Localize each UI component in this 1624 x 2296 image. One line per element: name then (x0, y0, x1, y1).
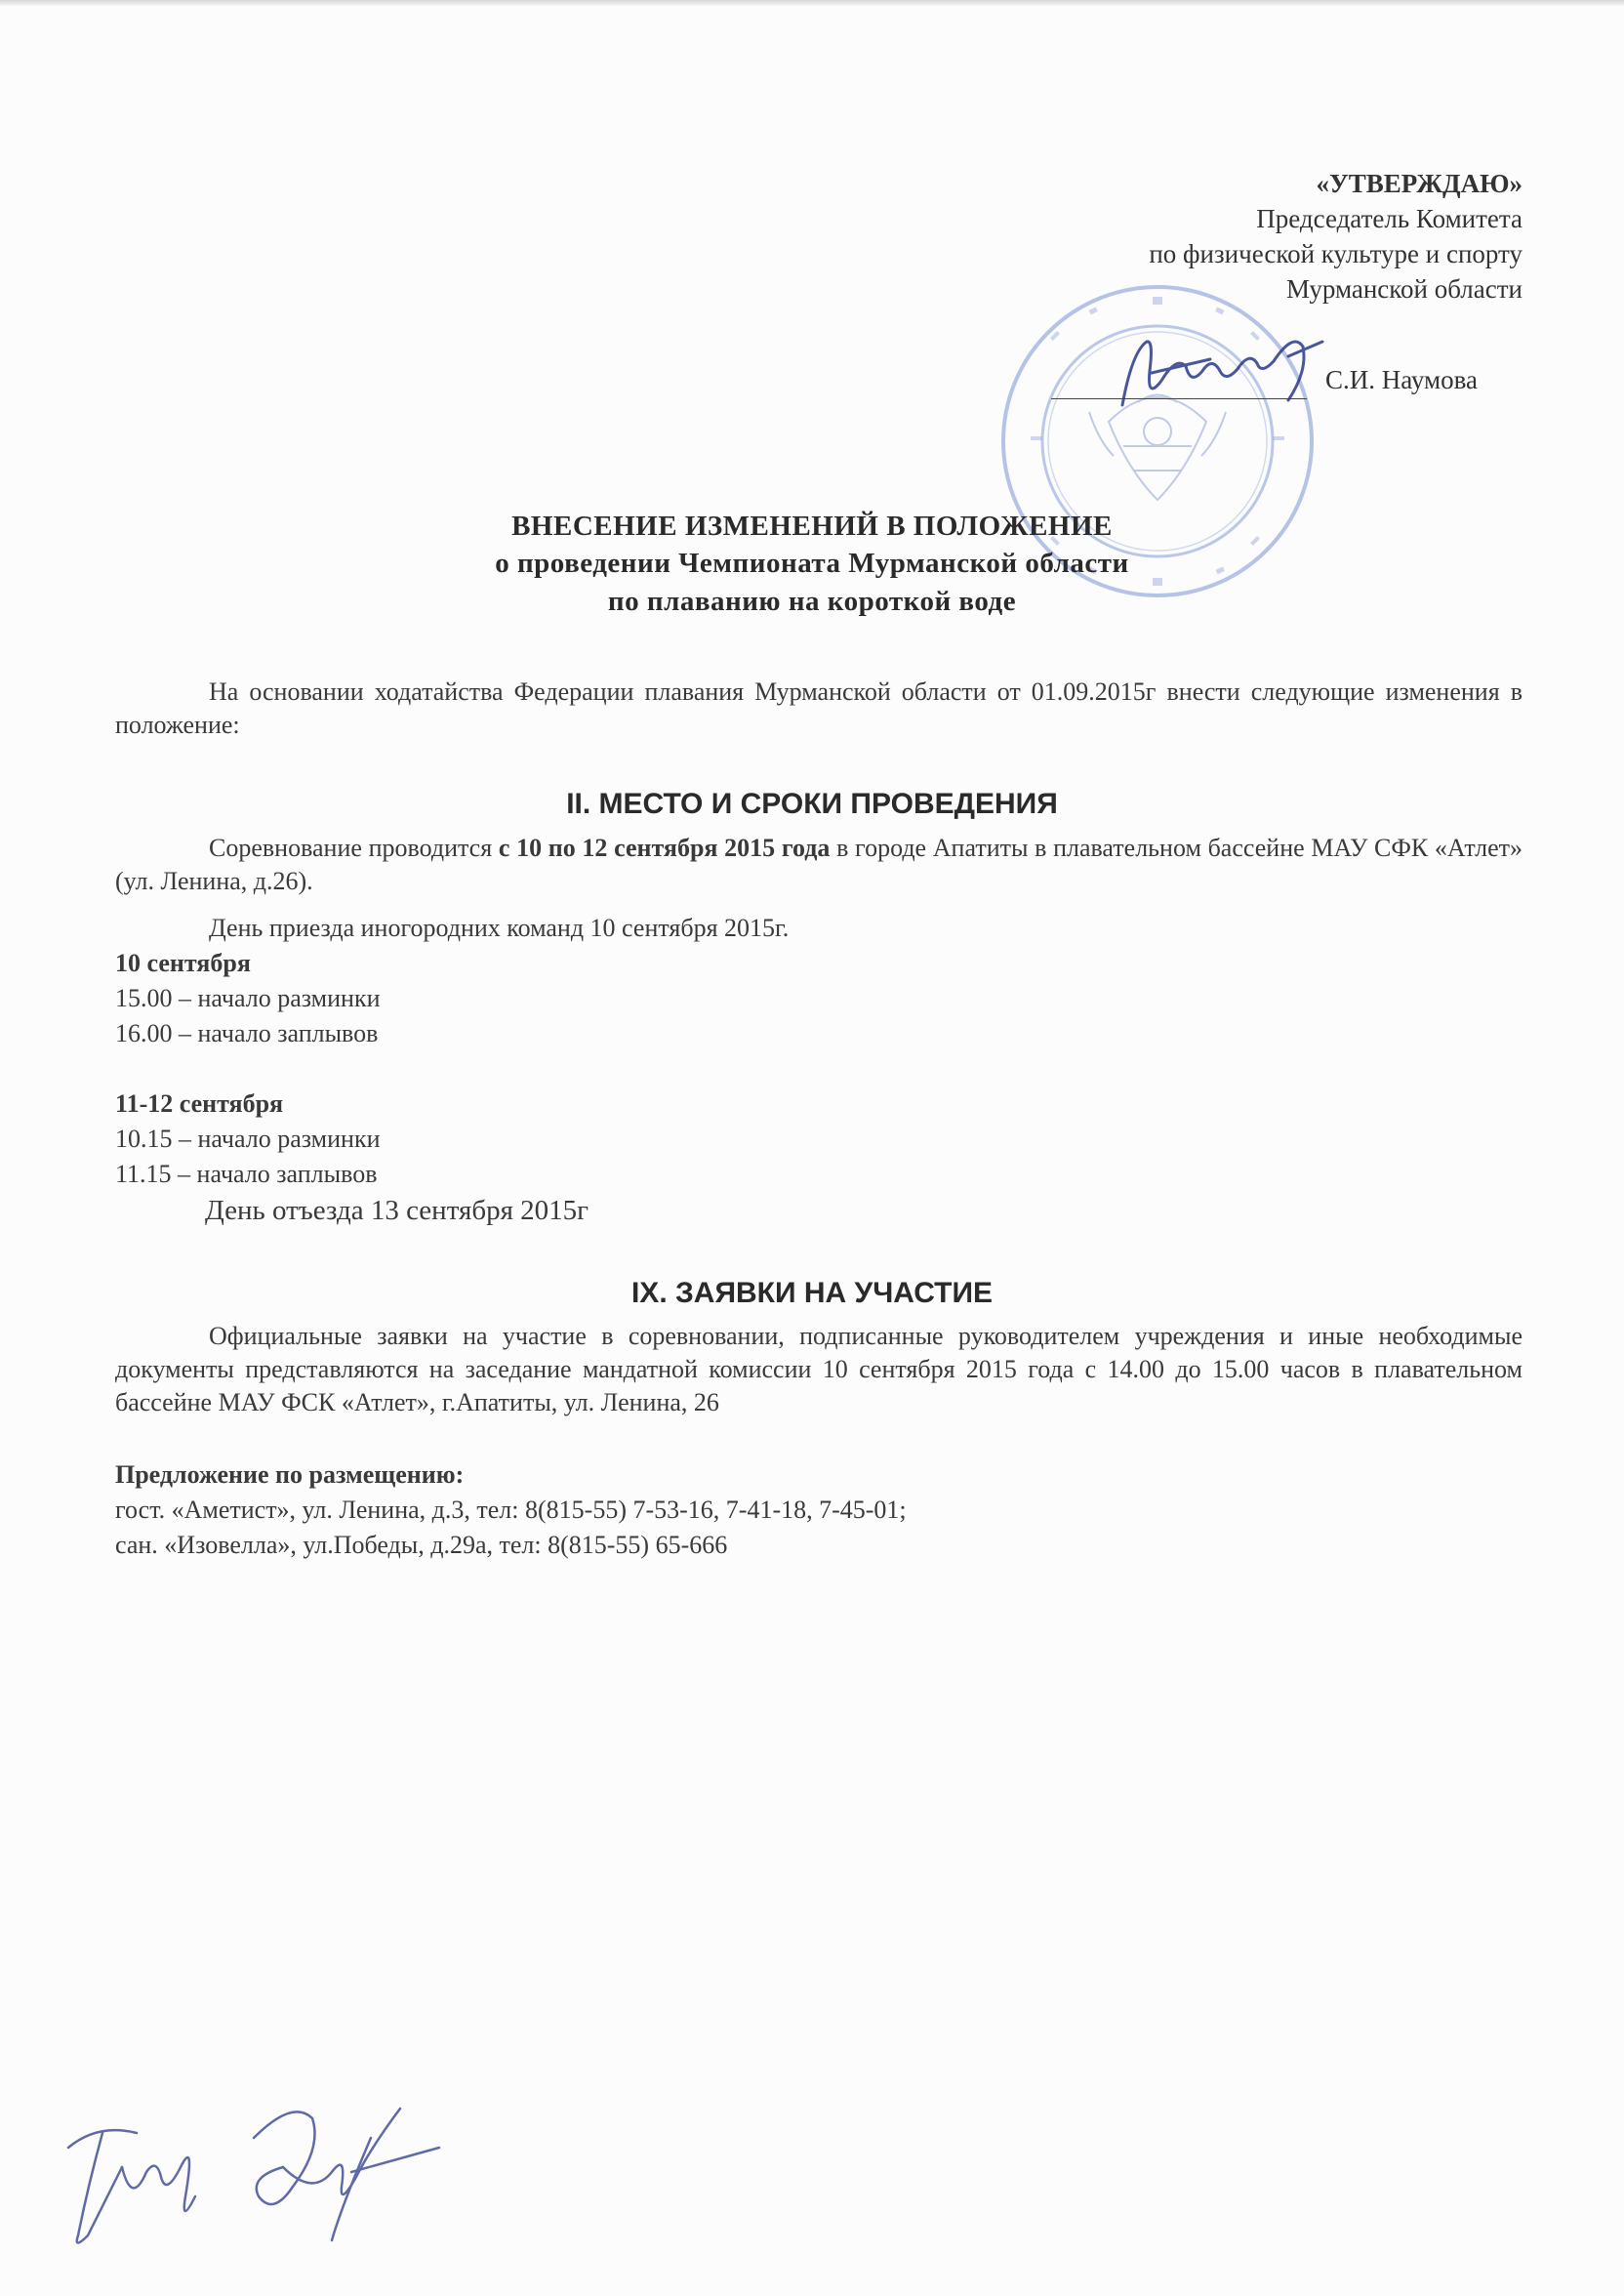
approval-block (1149, 166, 1522, 307)
document-title: ВНЕСЕНИЕ ИЗМЕНЕНИЙ В ПОЛОЖЕНИЕ (511, 511, 1113, 542)
section-2-heading: II. МЕСТО И СРОКИ ПРОВЕДЕНИЯ (566, 788, 1058, 820)
hotel-izovella: сан. «Изовелла», ул.Победы, д.29а, тел: 8(815-55) 65-666 (115, 1531, 728, 1559)
section-2-text-end: в городе Апатиты в плавательном бассейне МАУ СФК «Атлет» (ул. Ленина, д.26). (115, 834, 1523, 895)
approval-position-line2: по физической культуре и спорту (1149, 239, 1522, 268)
section-2-dates: с 10 по 12 сентября 2015 года (498, 834, 831, 862)
approval-heading: «УТВЕРЖДАЮ» (1316, 169, 1522, 198)
day1-warmup: 15.00 – начало разминки (115, 984, 381, 1012)
signature-icon (1093, 312, 1337, 430)
day2-warmup: 10.15 – начало разминки (115, 1125, 381, 1153)
section-9-paragraph: Официальные заявки на участие в соревновании, подписанные руководителем учреждения и иные необходимые документы представляются на заседание мандатной комиссии 10 сентября 2015 года с 14.00 до 15.00 часов в плавательном бассейне МАУ ФСК «Атлет», г.Апатиты, ул. Ленина, 26 (115, 1322, 1522, 1416)
scan-edge (0, 0, 1624, 6)
document-subtitle-line2: по плаванию на короткой воде (607, 586, 1017, 617)
departure-day: День отъезда 13 сентября 2015г (205, 1195, 589, 1226)
document-subtitle-line1: о проведении Чемпионата Мурманской области (495, 548, 1129, 579)
day2-label: 11-12 сентября (115, 1089, 284, 1118)
approval-position-line1: Председатель Комитета (1256, 204, 1522, 233)
day1-heats: 16.00 – начало заплывов (115, 1019, 379, 1047)
intro-paragraph: На основании ходатайства Федерации плавания Мурманской области от 01.09.2015г внести следующие изменения в положение: (115, 677, 1522, 739)
section-9-heading: IX. ЗАЯВКИ НА УЧАСТИЕ (630, 1277, 994, 1309)
approval-position-line3: Мурманской области (1286, 274, 1522, 304)
initials-signatures-icon (49, 2079, 459, 2255)
signer-name: С.И. Наумова (1325, 365, 1478, 394)
section-2-paragraph (115, 832, 1522, 898)
hotel-ametist: гост. «Аметист», ул. Ленина, д.3, тел: 8(815-55) 7-53-16, 7-41-18, 7-45-01; (115, 1496, 907, 1524)
accommodation-label: Предложение по размещению: (115, 1460, 465, 1489)
section-2-text-start: Соревнование проводится (209, 834, 499, 862)
day1-label: 10 сентября (115, 949, 251, 977)
day2-heats: 11.15 – начало заплывов (115, 1160, 378, 1188)
arrival-day: День приезда иногородних команд 10 сентября 2015г. (209, 914, 790, 942)
